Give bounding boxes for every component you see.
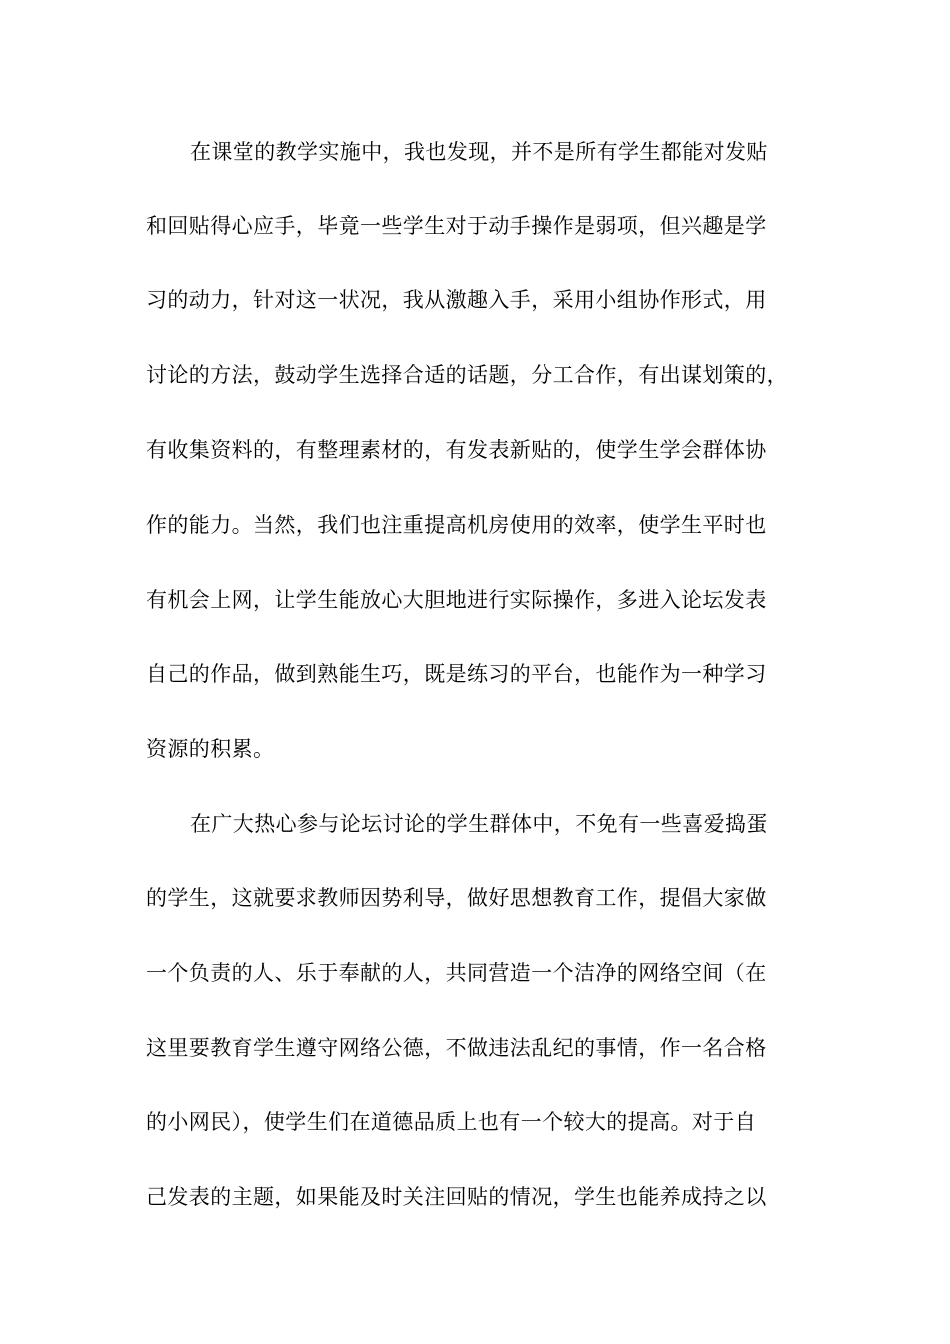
paragraph-1-line-3: 习的动力，针对这一状况，我从激趣入手，采用小组协作形式，用	[146, 288, 767, 312]
paragraph-2-line-5: 的小网民），使学生们在道德品质上也有一个较大的提高。对于自	[146, 1110, 757, 1134]
paragraph-1-line-8: 自己的作品，做到熟能生巧，既是练习的平台，也能作为一种学习	[146, 662, 767, 686]
paragraph-1-line-1: 在课堂的教学实施中，我也发现，并不是所有学生都能对发贴	[190, 140, 768, 164]
paragraph-2-line-2: 的学生，这就要求教师因势利导，做好思想教育工作，提倡大家做	[146, 886, 767, 910]
paragraph-2-line-6: 己发表的主题，如果能及时关注回贴的情况，学生也能养成持之以	[146, 1185, 767, 1209]
paragraph-1-line-9: 资源的积累。	[146, 737, 275, 761]
paragraph-2-line-4: 这里要教育学生遵守网络公德，不做违法乱纪的事情，作一名合格	[146, 1036, 767, 1060]
paragraph-1-line-7: 有机会上网，让学生能放心大胆地进行实际操作，多进入论坛发表	[146, 588, 767, 612]
paragraph-1-line-5: 有收集资料的，有整理素材的，有发表新贴的，使学生学会群体协	[146, 438, 767, 462]
paragraph-1-line-6: 作的能力。当然，我们也注重提高机房使用的效率，使学生平时也	[146, 513, 767, 537]
paragraph-2-line-1: 在广大热心参与论坛讨论的学生群体中，不免有一些喜爱捣蛋	[190, 812, 768, 836]
paragraph-2-line-3: 一个负责的人、乐于奉献的人，共同营造一个洁净的网络空间（在	[146, 961, 767, 985]
paragraph-1-line-4: 讨论的方法，鼓动学生选择合适的话题，分工合作，有出谋划策的，	[146, 363, 788, 387]
paragraph-1-line-2: 和回贴得心应手，毕竟一些学生对于动手操作是弱项，但兴趣是学	[146, 214, 767, 238]
